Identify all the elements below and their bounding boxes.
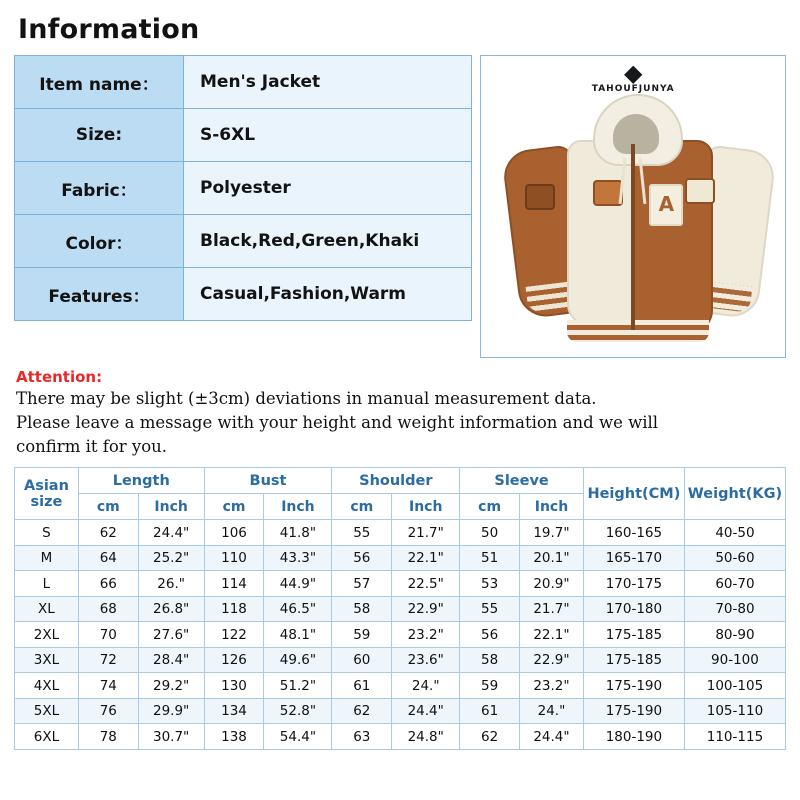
cell-weight: 90-100	[684, 647, 785, 673]
cell-length-inch: 29.9"	[138, 698, 204, 724]
table-row	[15, 673, 786, 699]
cell-bust-cm: 106	[204, 520, 264, 546]
cell-height: 165-170	[583, 545, 684, 571]
attention-heading: Attention:	[16, 368, 103, 386]
attention-line-3: confirm it for you.	[16, 436, 168, 456]
cell-height: 170-175	[583, 571, 684, 597]
cell-length-cm: 68	[78, 596, 138, 622]
header-shoulder: Shoulder	[332, 468, 460, 494]
cell-bust-cm: 126	[204, 647, 264, 673]
cell-shoulder-cm: 55	[332, 520, 392, 546]
cell-length-inch: 24.4"	[138, 520, 204, 546]
cell-shoulder-inch: 23.2"	[392, 622, 460, 648]
info-value-item-name: Men's Jacket	[184, 56, 472, 109]
cell-bust-inch: 43.3"	[264, 545, 332, 571]
cell-sleeve-cm: 61	[460, 698, 520, 724]
cell-bust-inch: 54.4"	[264, 724, 332, 750]
cell-sleeve-cm: 55	[460, 596, 520, 622]
table-row	[15, 724, 786, 750]
jacket-zipper	[631, 144, 635, 330]
header-sleeve: Sleeve	[460, 468, 584, 494]
cell-sleeve-inch: 24."	[520, 698, 584, 724]
info-label-features: Features：	[15, 268, 184, 321]
jacket-sleeve-patch	[525, 184, 555, 210]
cell-length-cm: 62	[78, 520, 138, 546]
cell-length-inch: 26."	[138, 571, 204, 597]
header-shoulder-inch: Inch	[392, 494, 460, 520]
cell-length-inch: 25.2"	[138, 545, 204, 571]
info-label-color: Color：	[15, 215, 184, 268]
size-table-group-header-row	[15, 468, 786, 494]
cell-weight: 60-70	[684, 571, 785, 597]
cell-sleeve-inch: 19.7"	[520, 520, 584, 546]
header-sleeve-inch: Inch	[520, 494, 584, 520]
cell-length-inch: 29.2"	[138, 673, 204, 699]
cell-height: 175-190	[583, 698, 684, 724]
cell-shoulder-inch: 22.1"	[392, 545, 460, 571]
cell-weight: 105-110	[684, 698, 785, 724]
table-row	[15, 571, 786, 597]
size-chart-table	[14, 467, 786, 750]
cell-height: 170-180	[583, 596, 684, 622]
table-row	[15, 162, 472, 215]
page-title: Information	[18, 14, 200, 45]
table-row	[15, 520, 786, 546]
cell-shoulder-inch: 22.5"	[392, 571, 460, 597]
cell-shoulder-inch: 24.8"	[392, 724, 460, 750]
jacket-hood-inner	[613, 114, 659, 154]
cell-bust-inch: 44.9"	[264, 571, 332, 597]
info-label-item-name: Item name：	[15, 56, 184, 109]
cell-size: 2XL	[15, 622, 79, 648]
cell-bust-cm: 134	[204, 698, 264, 724]
attention-line-1: There may be slight (±3cm) deviations in manual measurement data.	[16, 389, 597, 408]
header-bust-inch: Inch	[264, 494, 332, 520]
cell-height: 160-165	[583, 520, 684, 546]
cell-shoulder-inch: 23.6"	[392, 647, 460, 673]
cell-shoulder-cm: 61	[332, 673, 392, 699]
cell-weight: 50-60	[684, 545, 785, 571]
info-value-color: Black,Red,Green,Khaki	[184, 215, 472, 268]
table-row	[15, 56, 472, 109]
cell-bust-cm: 130	[204, 673, 264, 699]
cell-shoulder-cm: 58	[332, 596, 392, 622]
jacket-letter-patch: A	[649, 184, 683, 226]
cell-bust-cm: 110	[204, 545, 264, 571]
cell-bust-inch: 48.1"	[264, 622, 332, 648]
cell-size: 4XL	[15, 673, 79, 699]
cell-sleeve-cm: 53	[460, 571, 520, 597]
info-label-size: Size:	[15, 109, 184, 162]
header-sleeve-cm: cm	[460, 494, 520, 520]
cell-length-inch: 28.4"	[138, 647, 204, 673]
product-info-table	[14, 55, 472, 321]
table-row	[15, 215, 472, 268]
cell-length-cm: 70	[78, 622, 138, 648]
cell-weight: 110-115	[684, 724, 785, 750]
diamond-logo-icon: ◆	[623, 59, 643, 87]
table-row	[15, 545, 786, 571]
info-value-features: Casual,Fashion,Warm	[184, 268, 472, 321]
cell-height: 175-185	[583, 647, 684, 673]
cell-length-cm: 78	[78, 724, 138, 750]
table-row	[15, 647, 786, 673]
cell-length-cm: 66	[78, 571, 138, 597]
cell-sleeve-inch: 20.1"	[520, 545, 584, 571]
cell-size: S	[15, 520, 79, 546]
table-row	[15, 698, 786, 724]
cell-size: 6XL	[15, 724, 79, 750]
cell-sleeve-cm: 51	[460, 545, 520, 571]
cell-weight: 100-105	[684, 673, 785, 699]
cell-sleeve-cm: 58	[460, 647, 520, 673]
cell-bust-inch: 41.8"	[264, 520, 332, 546]
header-bust-cm: cm	[204, 494, 264, 520]
info-value-size: S-6XL	[184, 109, 472, 162]
cell-shoulder-cm: 59	[332, 622, 392, 648]
cell-bust-inch: 46.5"	[264, 596, 332, 622]
table-row	[15, 622, 786, 648]
cell-sleeve-cm: 50	[460, 520, 520, 546]
cell-length-cm: 64	[78, 545, 138, 571]
top-section	[14, 55, 786, 358]
cell-shoulder-cm: 60	[332, 647, 392, 673]
cell-bust-cm: 114	[204, 571, 264, 597]
cell-weight: 80-90	[684, 622, 785, 648]
jacket-illustration	[481, 88, 786, 356]
header-bust: Bust	[204, 468, 332, 494]
cell-sleeve-inch: 22.1"	[520, 622, 584, 648]
attention-line-2: Please leave a message with your height and weight information and we will	[16, 412, 659, 432]
jacket-hem	[567, 320, 709, 342]
cell-weight: 70-80	[684, 596, 785, 622]
jacket-body-right	[633, 140, 713, 334]
header-shoulder-cm: cm	[332, 494, 392, 520]
cell-length-cm: 72	[78, 647, 138, 673]
cell-height: 180-190	[583, 724, 684, 750]
cell-size: XL	[15, 596, 79, 622]
table-row	[15, 268, 472, 321]
header-length-inch: Inch	[138, 494, 204, 520]
cell-length-inch: 26.8"	[138, 596, 204, 622]
cell-shoulder-cm: 63	[332, 724, 392, 750]
cell-size: 5XL	[15, 698, 79, 724]
table-row	[15, 109, 472, 162]
cell-shoulder-cm: 62	[332, 698, 392, 724]
product-photo	[480, 55, 786, 358]
cell-sleeve-inch: 24.4"	[520, 724, 584, 750]
cell-bust-cm: 122	[204, 622, 264, 648]
cell-shoulder-cm: 57	[332, 571, 392, 597]
header-asian-size: Asian size	[15, 468, 79, 520]
header-length: Length	[78, 468, 204, 494]
info-label-fabric: Fabric：	[15, 162, 184, 215]
cell-length-cm: 76	[78, 698, 138, 724]
cell-sleeve-cm: 62	[460, 724, 520, 750]
cell-size: 3XL	[15, 647, 79, 673]
cell-shoulder-inch: 22.9"	[392, 596, 460, 622]
cell-sleeve-cm: 56	[460, 622, 520, 648]
cell-shoulder-inch: 21.7"	[392, 520, 460, 546]
cell-bust-inch: 51.2"	[264, 673, 332, 699]
cell-shoulder-cm: 56	[332, 545, 392, 571]
cell-sleeve-inch: 20.9"	[520, 571, 584, 597]
header-length-cm: cm	[78, 494, 138, 520]
brand-logo	[591, 59, 675, 94]
info-value-fabric: Polyester	[184, 162, 472, 215]
cell-bust-inch: 52.8"	[264, 698, 332, 724]
cell-weight: 40-50	[684, 520, 785, 546]
cell-height: 175-190	[583, 673, 684, 699]
jacket-shoulder-patch	[685, 178, 715, 204]
cell-sleeve-inch: 21.7"	[520, 596, 584, 622]
cell-sleeve-cm: 59	[460, 673, 520, 699]
header-height-cm: Height(CM)	[583, 468, 684, 520]
cell-height: 175-185	[583, 622, 684, 648]
cell-shoulder-inch: 24.4"	[392, 698, 460, 724]
cell-size: M	[15, 545, 79, 571]
table-row	[15, 596, 786, 622]
cell-sleeve-inch: 23.2"	[520, 673, 584, 699]
cell-length-cm: 74	[78, 673, 138, 699]
cell-length-inch: 30.7"	[138, 724, 204, 750]
cell-bust-cm: 138	[204, 724, 264, 750]
brand-name: TAHOUFJUNYA	[591, 84, 675, 94]
cell-shoulder-inch: 24."	[392, 673, 460, 699]
cell-length-inch: 27.6"	[138, 622, 204, 648]
cell-size: L	[15, 571, 79, 597]
cell-bust-cm: 118	[204, 596, 264, 622]
cell-sleeve-inch: 22.9"	[520, 647, 584, 673]
cell-bust-inch: 49.6"	[264, 647, 332, 673]
header-weight-kg: Weight(KG)	[684, 468, 785, 520]
